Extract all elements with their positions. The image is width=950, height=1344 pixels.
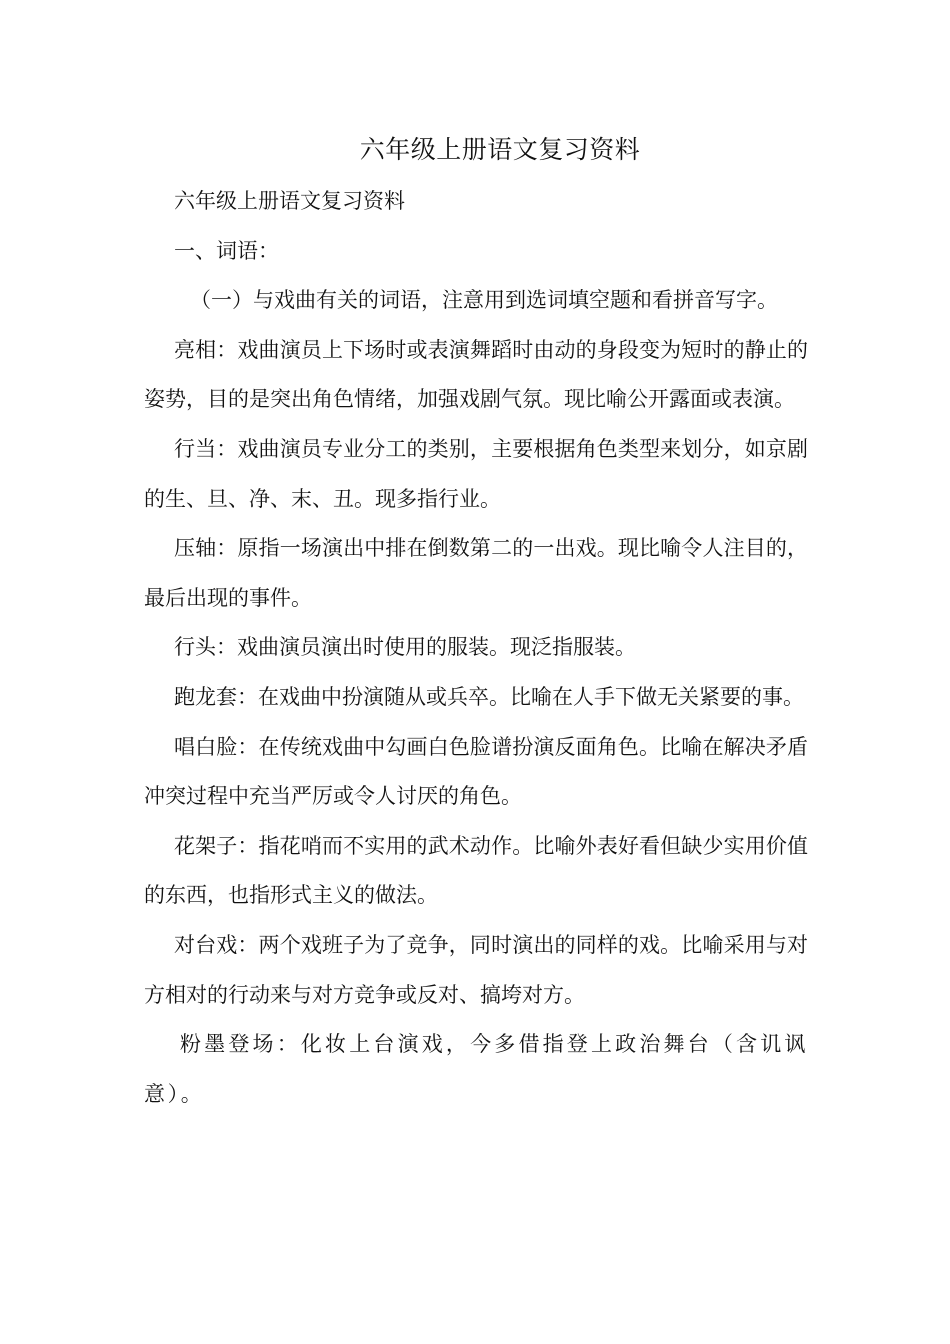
document-title: 六年级上册语文复习资料 (359, 135, 641, 164)
entry-yazhou: 压轴：原指一场演出中排在倒数第二的一出戏。现比喻令人注目的，最后出现的事件。 (144, 536, 808, 610)
entry-duitaixi: 对台戏：两个戏班子为了竞争，同时演出的同样的戏。比喻采用与对方相对的行动来与对方竞争或反对、搞垮对方。 (144, 932, 808, 1007)
entry-liangxiang: 亮相：戏曲演员上下场时或表演舞蹈时由动的身段变为短时的静止的姿势，目的是突出角色情绪，加强戏剧气氛。现比喻公开露面或表演。 (144, 337, 808, 412)
entry-changbailian: 唱白脸：在传统戏曲中勾画白色脸谱扮演反面角色。比喻在解决矛盾冲突过程中充当严厉或令人讨厌的角色。 (144, 734, 808, 809)
entry-xingtou: 行头：戏曲演员演出时使用的服装。现泛指服装。 (174, 635, 636, 660)
document-subtitle: 六年级上册语文复习资料 (174, 189, 405, 213)
section-heading: 一、词语： (174, 238, 279, 263)
entry-paolongtao: 跑龙套：在戏曲中扮演随从或兵卒。比喻在人手下做无关紧要的事。 (174, 684, 804, 709)
entry-fenmodengchang: 粉墨登场：化妆上台演戏，今多借指登上政治舞台（含讥讽意）。 (144, 1032, 808, 1106)
document-body (144, 177, 808, 1119)
entry-hangdang: 行当：戏曲演员专业分工的类别，主要根据角色类型来划分，如京剧的生、旦、净、末、丑。现多指行业。 (144, 436, 808, 511)
entry-huajiazi: 花架子：指花哨而不实用的武术动作。比喻外表好看但缺少实用价值的东西，也指形式主义的做法。 (144, 833, 808, 908)
subsection-heading: （一）与戏曲有关的词语，注意用到选词填空题和看拼音写字。 (190, 288, 778, 313)
